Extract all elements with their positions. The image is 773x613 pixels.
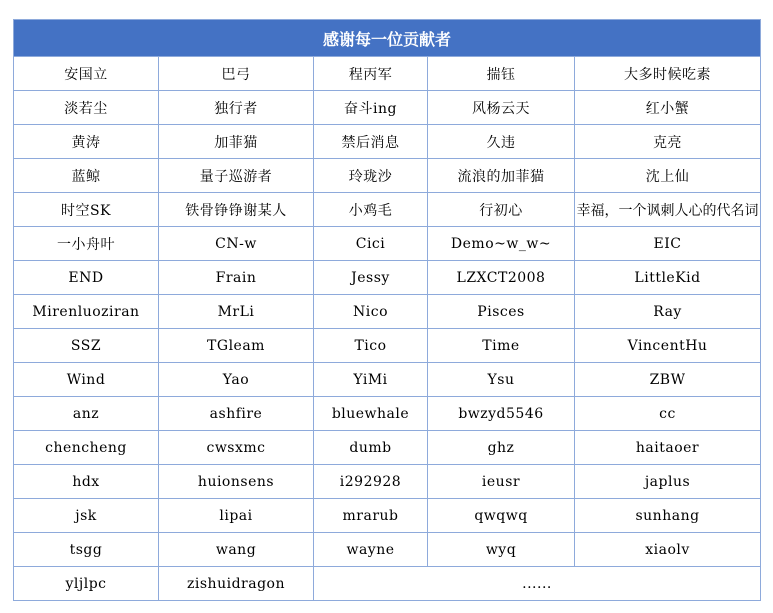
table-row [14,295,761,329]
table-row [14,159,761,193]
contributor-cell: Ray [575,295,761,329]
contributor-cell: ashfire [159,397,314,431]
contributor-cell: bluewhale [314,397,428,431]
contributor-cell: dumb [314,431,428,465]
contributor-cell: Yao [159,363,314,397]
contributor-cell: ghz [428,431,575,465]
table-row [14,431,761,465]
contributor-cell: i292928 [314,465,428,499]
table-row [14,91,761,125]
contributor-cell: wayne [314,533,428,567]
contributor-cell: 巴弓 [159,57,314,91]
contributor-cell: bwzyd5546 [428,397,575,431]
contributor-cell: 风杨云天 [428,91,575,125]
contributor-cell: 一小舟叶 [14,227,159,261]
contributor-cell: CN-w [159,227,314,261]
table-row [14,227,761,261]
table-row [14,465,761,499]
contributor-cell: MrLi [159,295,314,329]
contributor-cell: 程丙军 [314,57,428,91]
contributor-cell: 久违 [428,125,575,159]
contributor-cell: hdx [14,465,159,499]
table-row-last [14,567,761,601]
contributor-cell: 量子巡游者 [159,159,314,193]
contributor-cell: 时空SK [14,193,159,227]
contributor-cell: Frain [159,261,314,295]
contributor-cell: Mirenluoziran [14,295,159,329]
contributor-cell: tsgg [14,533,159,567]
contributor-cell: japlus [575,465,761,499]
contributor-cell: 大多时候吃素 [575,57,761,91]
contributor-cell: EIC [575,227,761,261]
table-row [14,193,761,227]
contributor-cell: haitaoer [575,431,761,465]
contributor-cell: VincentHu [575,329,761,363]
contributor-cell: ZBW [575,363,761,397]
table-header-row [14,20,761,57]
contributor-cell: jsk [14,499,159,533]
contributor-cell: SSZ [14,329,159,363]
contributor-cell: wyq [428,533,575,567]
contributor-cell: 沈上仙 [575,159,761,193]
contributor-cell: Ysu [428,363,575,397]
table-row [14,57,761,91]
contributors-table [13,19,761,601]
contributor-cell: 禁后消息 [314,125,428,159]
contributor-cell: 加菲猫 [159,125,314,159]
contributor-cell: Time [428,329,575,363]
contributor-cell: Wind [14,363,159,397]
contributor-cell: wang [159,533,314,567]
contributor-cell: END [14,261,159,295]
contributor-cell: Jessy [314,261,428,295]
contributor-cell: zishuidragon [159,567,314,601]
contributor-cell: mrarub [314,499,428,533]
table-body [14,57,761,601]
contributor-cell: 独行者 [159,91,314,125]
contributor-cell: YiMi [314,363,428,397]
contributor-cell: 揣钰 [428,57,575,91]
contributor-cell: cc [575,397,761,431]
contributor-cell: cwsxmc [159,431,314,465]
table-row [14,125,761,159]
table-row [14,329,761,363]
contributor-cell: xiaolv [575,533,761,567]
contributor-cell: sunhang [575,499,761,533]
table-row [14,533,761,567]
contributor-cell: 黄涛 [14,125,159,159]
contributor-cell: 红小蟹 [575,91,761,125]
contributor-cell: LZXCT2008 [428,261,575,295]
contributor-cell: Demo~w_w~ [428,227,575,261]
contributor-cell: 克亮 [575,125,761,159]
contributor-cell: 小鸡毛 [314,193,428,227]
contributor-cell: 安国立 [14,57,159,91]
contributor-cell: 玲珑沙 [314,159,428,193]
contributor-cell: TGleam [159,329,314,363]
ellipsis-cell: ...... [314,567,761,601]
contributor-cell: 幸福，一个讽刺人心的代名词 [575,193,761,227]
contributor-cell: Tico [314,329,428,363]
contributor-cell: lipai [159,499,314,533]
table-row [14,499,761,533]
contributor-cell: 淡若尘 [14,91,159,125]
table-title: 感谢每一位贡献者 [14,20,761,57]
contributor-cell: anz [14,397,159,431]
contributor-cell: LittleKid [575,261,761,295]
contributor-cell: huionsens [159,465,314,499]
contributor-cell: yljlpc [14,567,159,601]
contributor-cell: 蓝鲸 [14,159,159,193]
contributor-cell: Pisces [428,295,575,329]
contributor-cell: Nico [314,295,428,329]
table-row [14,261,761,295]
contributor-cell: 流浪的加菲猫 [428,159,575,193]
table-row [14,397,761,431]
contributor-cell: chencheng [14,431,159,465]
table-row [14,363,761,397]
contributors-table-container [13,19,760,601]
contributor-cell: Cici [314,227,428,261]
contributor-cell: qwqwq [428,499,575,533]
contributor-cell: ieusr [428,465,575,499]
contributor-cell: 行初心 [428,193,575,227]
contributor-cell: 铁骨铮铮谢某人 [159,193,314,227]
contributor-cell: 奋斗ing [314,91,428,125]
